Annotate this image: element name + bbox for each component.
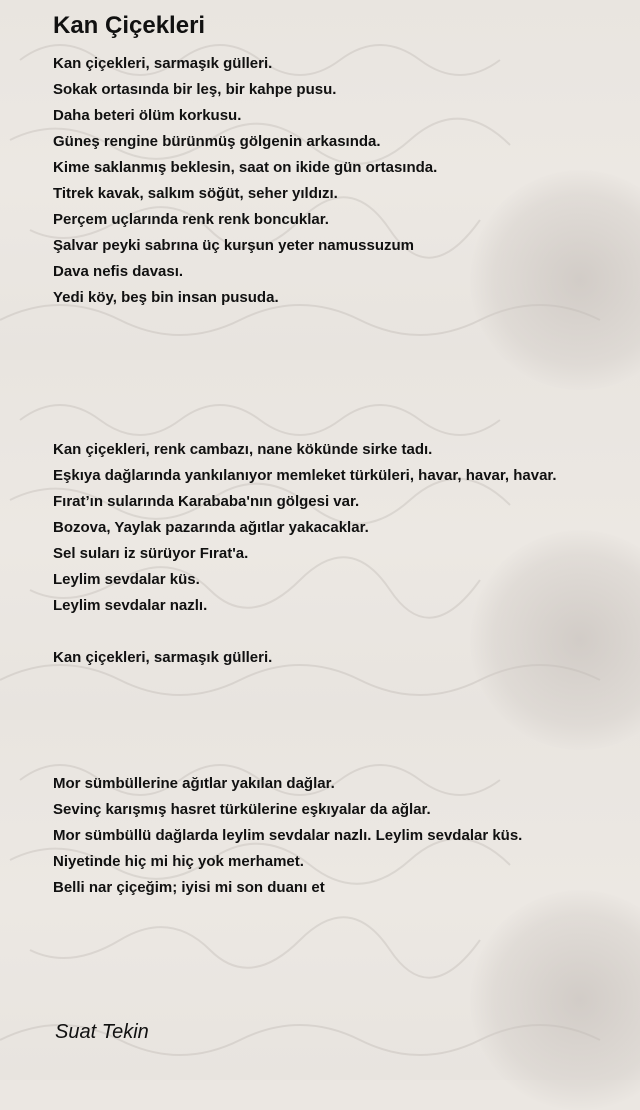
poem-line: Mor sümbüllü dağlarda leylim sevdalar nazlı. Leylim sevdalar küs. <box>53 827 523 844</box>
poem-line: Fırat’ın sularında Karababa'nın gölgesi var. <box>53 493 360 510</box>
poem-stanza-3 <box>53 771 522 901</box>
poem-line: Yedi köy, beş bin insan pusuda. <box>53 289 279 306</box>
poem-line: Sel suları iz sürüyor Fırat'a. <box>53 545 249 562</box>
poem-line: Sevinç karışmış hasret türkülerine eşkıyalar da ağlar. <box>53 801 431 818</box>
poem-line: Daha beteri ölüm korkusu. <box>53 107 242 124</box>
poem-line: Sokak ortasında bir leş, bir kahpe pusu. <box>53 81 337 98</box>
poem-line: Eşkıya dağlarında yankılanıyor memleket türküleri, havar, havar, havar. <box>53 467 557 484</box>
poem-line: Kan çiçekleri, sarmaşık gülleri. <box>53 649 273 666</box>
poem-line: Kime saklanmış beklesin, saat on ikide gün ortasında. <box>53 159 438 176</box>
poem-line: Niyetinde hiç mi hiç yok merhamet. <box>53 853 304 870</box>
poem-line: Mor sümbüllerine ağıtlar yakılan dağlar. <box>53 775 335 792</box>
poem-line: Bozova, Yaylak pazarında ağıtlar yakacaklar. <box>53 519 369 536</box>
poem-line: Kan çiçekleri, renk cambazı, nane kökünde sirke tadı. <box>53 441 433 458</box>
poem-author: Suat Tekin <box>55 1021 149 1043</box>
poem-title: Kan Çiçekleri <box>53 12 206 39</box>
poem-line-blank <box>53 619 557 645</box>
poem-line: Titrek kavak, salkım söğüt, seher yıldızı. <box>53 185 338 202</box>
poem-line: Kan çiçekleri, sarmaşık gülleri. <box>53 55 273 72</box>
poem-line: Belli nar çiçeğim; iyisi mi son duanı et <box>53 879 325 896</box>
poem-stanza-2 <box>53 437 557 671</box>
poem-line: Leylim sevdalar küs. <box>53 571 200 588</box>
poem-line: Dava nefis davası. <box>53 263 184 280</box>
poem-stanza-1 <box>53 51 437 311</box>
poem-line: Şalvar peyki sabrına üç kurşun yeter namussuzum <box>53 237 414 254</box>
poem-line: Perçem uçlarında renk renk boncuklar. <box>53 211 329 228</box>
poem-line: Güneş rengine bürünmüş gölgenin arkasında. <box>53 133 381 150</box>
poem-line: Leylim sevdalar nazlı. <box>53 597 208 614</box>
